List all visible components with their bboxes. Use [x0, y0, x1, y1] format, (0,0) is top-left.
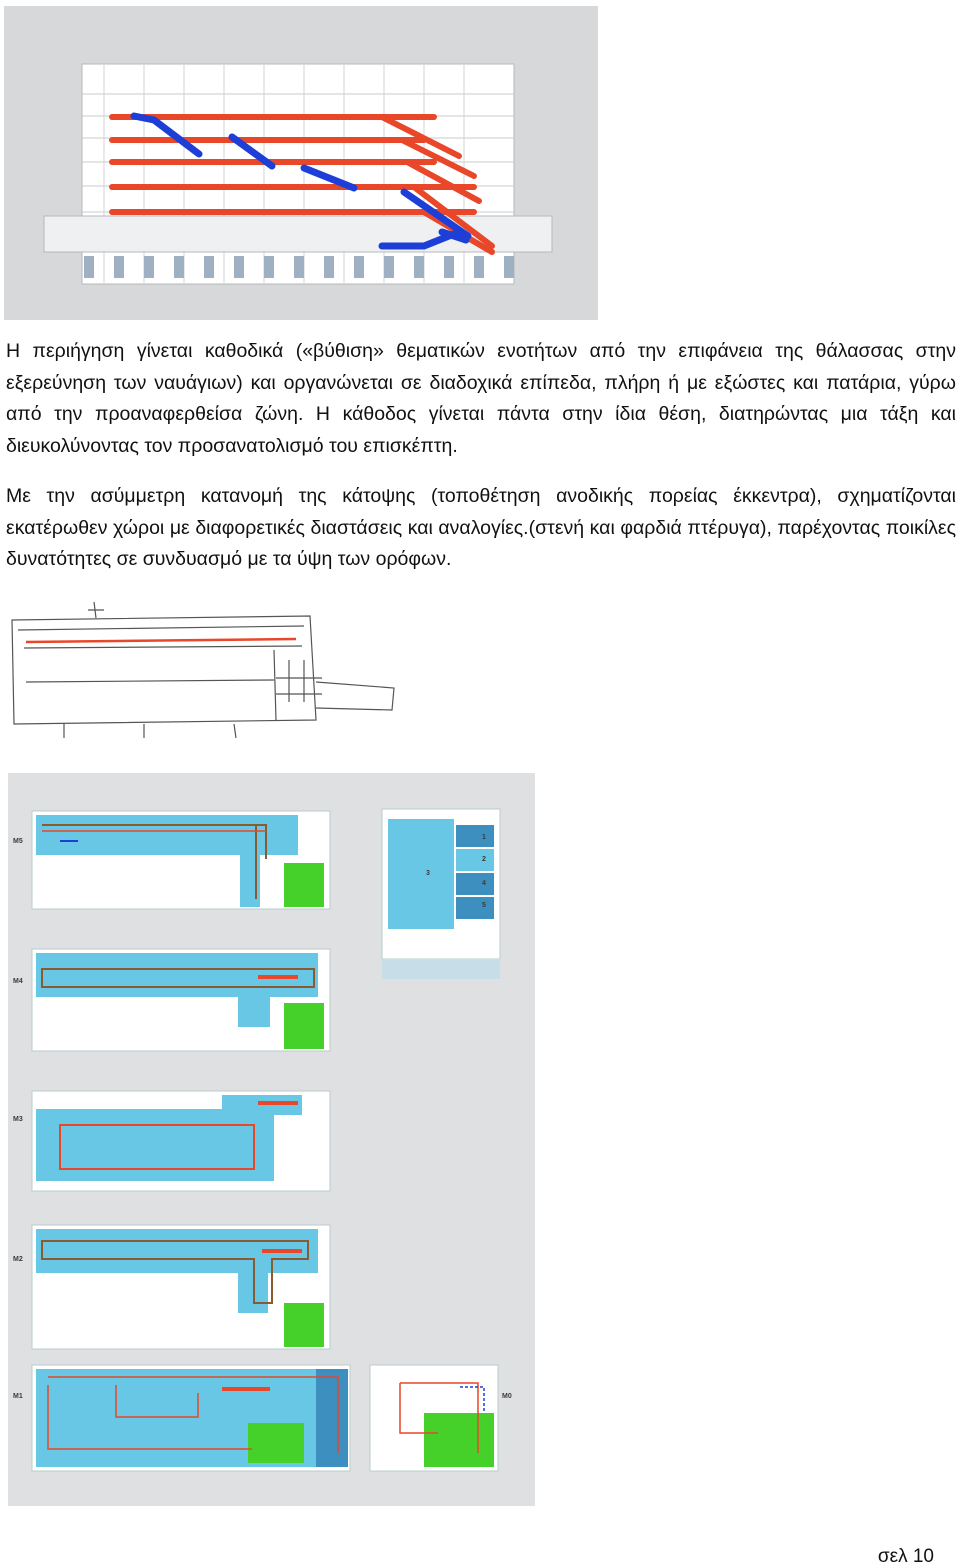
section-drawing: [4, 6, 598, 320]
paragraph-asymmetry: Με την ασύμμετρη κατανομή της κάτοψης (τοποθέτηση ανοδικής πορείας έκκεντρα), σχηματίζονται εκατέρωθεν χώροι με διαφορετικές διαστάσεις και αναλογίες.(στενή και φαρδιά πτέρυγα), παρέχοντας ποικίλες δυνατότητες σε συνδυασμό με τα ύψη των ορόφων.: [6, 485, 956, 570]
floor-plan-m0: [370, 1365, 498, 1471]
level-label-m1: M1: [13, 1393, 23, 1400]
level-label-m0: M0: [502, 1393, 512, 1400]
level-label-m2: M2: [13, 1256, 23, 1263]
section-label-1: 1: [482, 834, 486, 841]
paragraph-descent: Η περιήγηση γίνεται καθοδικά («βύθιση» θεματικών ενοτήτων από την επιφάνεια της θάλασσας στην εξερεύνηση των ναυάγιων) και οργανώνεται σε διαδοχικά επίπεδα, πλήρη ή με εξώστες και πατάρια, γύρω από την προαναφερθείσα ζώνη. Η κάθοδος γίνεται πάντα στην ίδια θέση, διατηρώντας μια τάξη και διευκολύνοντας τον προσανατολισμό του επισκέπτη.: [6, 340, 956, 457]
floor-plan-m4: [32, 949, 330, 1051]
floor-plans-panel: [8, 773, 535, 1506]
building-section-figure: [4, 6, 598, 320]
section-label-4: 4: [482, 880, 486, 887]
plan-sketch: [4, 590, 404, 740]
section-label-3: 3: [426, 870, 430, 877]
level-label-m5: M5: [13, 838, 23, 845]
sketch-lines: [12, 602, 394, 738]
section-label-5: 5: [482, 902, 486, 909]
level-label-m4: M4: [13, 978, 23, 985]
section-label-2: 2: [482, 856, 486, 863]
ground-strip: [84, 256, 514, 278]
floor-plan-m5: [32, 811, 330, 909]
page-number: σελ 10: [877, 1546, 934, 1567]
level-label-m3: M3: [13, 1116, 23, 1123]
floor-plan-m2: [32, 1225, 330, 1349]
floor-plan-m3: [32, 1091, 330, 1191]
sketch-red-route: [26, 639, 296, 642]
floor-plan-m1: [32, 1365, 350, 1471]
